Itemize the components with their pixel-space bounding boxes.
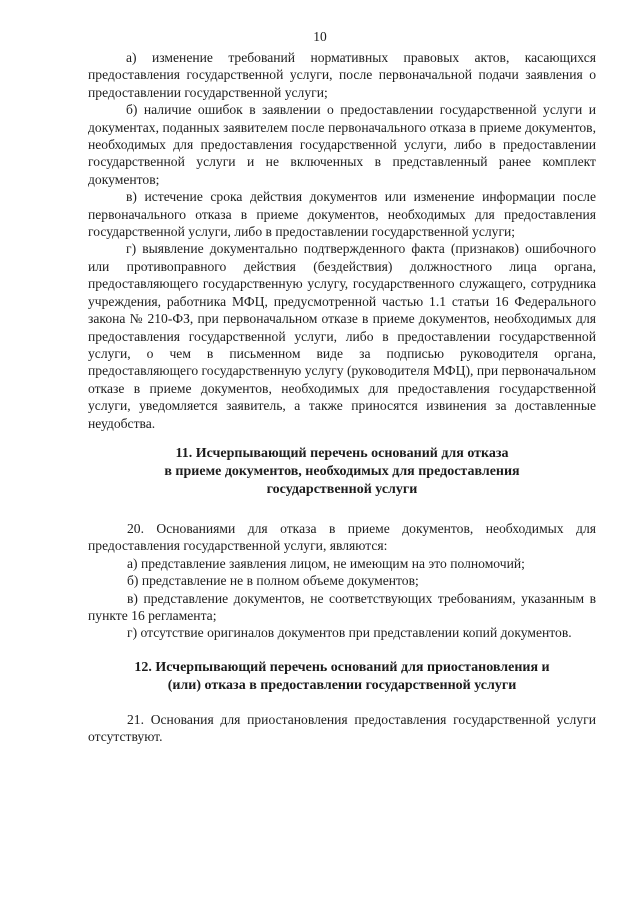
section-11-heading-line: государственной услуги <box>266 481 418 497</box>
paragraph-20-item-v: в) представление документов, не соответствующих требованиям, указанным в пункте 16 регламента; <box>88 590 596 623</box>
section-11-heading <box>88 445 596 499</box>
paragraph-item-b: б) наличие ошибок в заявлении о предоставлении государственной услуги и документах, поданных заявителем после первоначального отказа в приеме документов, необходимых для предоставления государственной услуги, либо в предоставлении государственной услуги и не включенных в представленный ранее комплект документов; <box>88 102 596 187</box>
section-12-heading-line: 12. Исчерпывающий перечень оснований для приостановления и <box>134 659 550 675</box>
document-body <box>88 49 596 746</box>
paragraph-item-a: а) изменение требований нормативных правовых актов, касающихся предоставления государственной услуги, после первоначальной подачи заявления о предоставлении государственной услуги; <box>88 50 596 100</box>
section-12-heading <box>88 659 596 695</box>
paragraph-20-item-b: б) представление не в полном объеме документов; <box>127 573 419 589</box>
page-number: 10 <box>313 29 327 44</box>
section-11-heading-line: в приеме документов, необходимых для предоставления <box>164 463 520 479</box>
section-11-heading-line: 11. Исчерпывающий перечень оснований для отказа <box>175 445 509 461</box>
paragraph-20-item-g: г) отсутствие оригиналов документов при представлении копий документов. <box>127 625 572 641</box>
paragraph-item-v: в) истечение срока действия документов или изменение информации после первоначального отказа в приеме документов, необходимых для предоставления государственной услуги, либо в предоставлении государственной услуги; <box>88 189 596 240</box>
paragraph-20-item-a: а) представление заявления лицом, не имеющим на это полномочий; <box>127 555 525 571</box>
section-12-heading-line: (или) отказа в предоставлении государственной услуги <box>167 677 517 693</box>
paragraph-item-g: г) выявление документально подтвержденного факта (признаков) ошибочного или противоправного действия (бездействия) должностного лица органа, предоставляющего государственную услугу, государственного служащего, сотрудника учреждения, работника МФЦ, предусмотренной частью 1.1 статьи 16 Федерального закона № 210-ФЗ, при первоначальном отказе в приеме документов, необходимых для предоставления государственной услуги, либо в предоставлении государственной услуги, о чем в письменном виде за подписью руководителя органа, предоставляющего государственную услугу (руководителя МФЦ), при первоначальном отказе в приеме документов, необходимых для предоставления государственной услуги, уведомляется заявитель, а также приносятся извинения за доставленные неудобства. <box>88 241 596 431</box>
paragraph-21: 21. Основания для приостановления предоставления государственной услуги отсутствуют. <box>88 711 596 745</box>
paragraph-20: 20. Основаниями для отказа в приеме документов, необходимых для предоставления государственной услуги, являются: <box>88 520 596 554</box>
